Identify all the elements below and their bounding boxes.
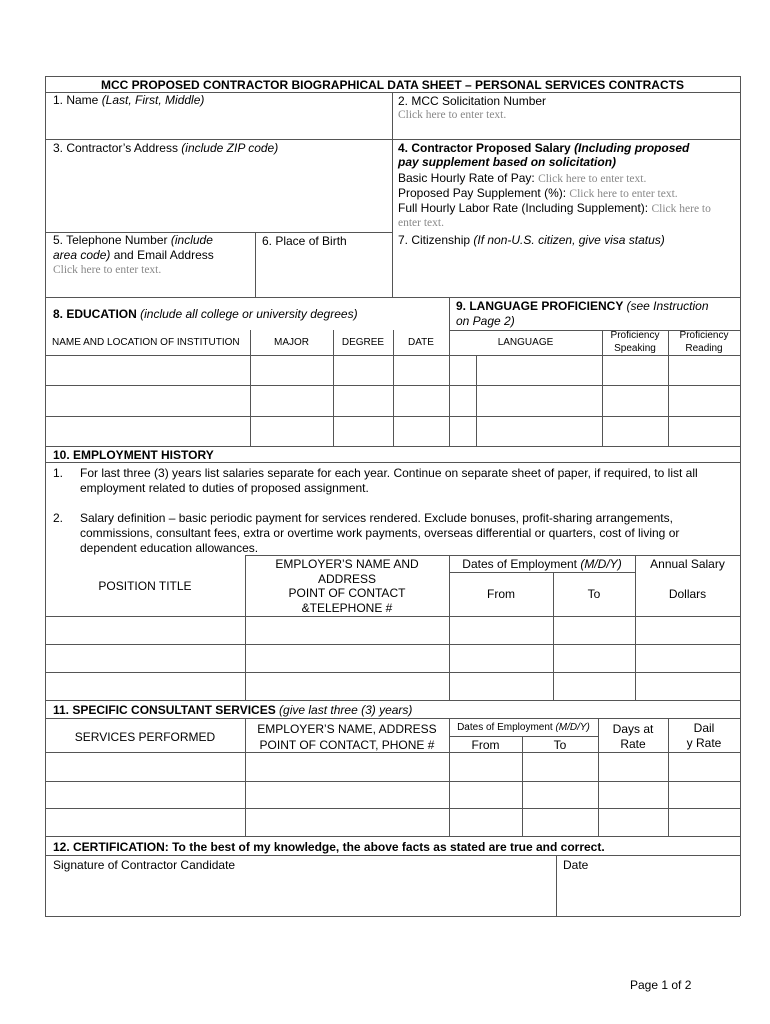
education-label: 8. EDUCATION (include all college or university degrees) bbox=[53, 307, 358, 321]
col-employer: EMPLOYER’S NAME AND ADDRESS POINT OF CONTACT &TELEPHONE # bbox=[275, 557, 419, 615]
basic-hourly-rate: Basic Hourly Rate of Pay: Click here to enter text. bbox=[398, 171, 647, 185]
place-of-birth-label: 6. Place of Birth bbox=[262, 234, 347, 248]
solicitation-number-label: 2. MCC Solicitation Number bbox=[398, 94, 547, 108]
full-hourly-rate-input-cont[interactable]: enter text. bbox=[398, 217, 444, 229]
signature-field[interactable] bbox=[46, 874, 555, 915]
telephone-label-cont: area code) and Email Address bbox=[53, 248, 214, 262]
citizenship-label: 7. Citizenship (If non-U.S. citizen, give visa status) bbox=[398, 233, 665, 247]
col-daily-rate: Dail y Rate bbox=[686, 721, 722, 750]
note-2-line-b: commissions, consultant fees, extra or overtime work payments, overseas differential or quarters, cost of living or bbox=[80, 526, 680, 540]
pay-supplement-input[interactable]: Click here to enter text. bbox=[569, 188, 678, 200]
consultant-services-label: 11. SPECIFIC CONSULTANT SERVICES (give last three (3) years) bbox=[53, 703, 413, 717]
note-2-line-a: Salary definition – basic periodic payment for services rendered. Exclude bonuses, profit-sharing arrangements, bbox=[80, 511, 673, 525]
col-employer-contact: EMPLOYER’S NAME, ADDRESS POINT OF CONTACT, PHONE # bbox=[257, 722, 437, 752]
telephone-label: 5. Telephone Number (include bbox=[53, 233, 213, 247]
basic-hourly-rate-input[interactable]: Click here to enter text. bbox=[538, 173, 647, 185]
col-degree: DEGREE bbox=[341, 337, 385, 348]
note-1-number: 1. bbox=[53, 466, 64, 480]
col-to: To bbox=[587, 587, 601, 601]
language-proficiency-label: 9. LANGUAGE PROFICIENCY (see Instruction bbox=[456, 299, 709, 313]
language-proficiency-hint: on Page 2) bbox=[456, 314, 515, 328]
col-institution: NAME AND LOCATION OF INSTITUTION bbox=[52, 337, 240, 348]
col-dollars: Dollars bbox=[668, 587, 707, 601]
col-dates-consultant: Dates of Employment (M/D/Y) bbox=[457, 722, 590, 733]
col-from: From bbox=[487, 587, 515, 601]
full-hourly-rate-input[interactable]: Click here to bbox=[651, 203, 711, 215]
col-dates-employment: Dates of Employment (M/D/Y) bbox=[462, 557, 622, 571]
form-bottom-border bbox=[45, 916, 740, 917]
col-annual-salary: Annual Salary bbox=[650, 557, 725, 571]
full-hourly-rate: Full Hourly Labor Rate (Including Supplement): Click here to bbox=[398, 201, 711, 215]
pay-supplement: Proposed Pay Supplement (%): Click here to enter text. bbox=[398, 186, 678, 200]
employment-history-label: 10. EMPLOYMENT HISTORY bbox=[53, 448, 214, 462]
certification-label: 12. CERTIFICATION: To the best of my knowledge, the above facts as stated are true and correct. bbox=[53, 840, 605, 854]
col-position-title: POSITION TITLE bbox=[98, 579, 192, 593]
note-1-line-a: For last three (3) years list salaries separate for each year. Continue on separate sheet of paper, if required, to list all bbox=[80, 466, 698, 480]
col-language: LANGUAGE bbox=[497, 337, 554, 348]
signature-label: Signature of Contractor Candidate bbox=[53, 858, 236, 872]
salary-label: 4. Contractor Proposed Salary (Including proposed bbox=[398, 141, 690, 155]
form-left-border bbox=[45, 76, 46, 916]
telephone-email-input[interactable]: Click here to enter text. bbox=[53, 264, 162, 276]
salary-hint: pay supplement based on solicitation) bbox=[398, 155, 617, 169]
col-date: DATE bbox=[408, 337, 434, 348]
form-top-border bbox=[45, 76, 740, 77]
note-1-line-b: employment related to duties of proposed assignment. bbox=[80, 481, 369, 495]
address-label: 3. Contractor’s Address (include ZIP code) bbox=[53, 141, 279, 155]
col-from-consultant: From bbox=[471, 738, 500, 752]
form-title: MCC PROPOSED CONTRACTOR BIOGRAPHICAL DATA SHEET – PERSONAL SERVICES CONTRACTS bbox=[101, 78, 684, 92]
col-services-performed: SERVICES PERFORMED bbox=[74, 730, 216, 744]
solicitation-number-input[interactable]: Click here to enter text. bbox=[398, 109, 507, 121]
form-right-border bbox=[740, 76, 741, 916]
col-to-consultant: To bbox=[553, 738, 567, 752]
col-days-at-rate: Days at Rate bbox=[612, 722, 654, 751]
date-field[interactable] bbox=[557, 874, 739, 915]
col-speaking: Proficiency Speaking bbox=[610, 330, 660, 354]
note-2-line-c: dependent education allowances. bbox=[80, 541, 259, 555]
col-major: MAJOR bbox=[274, 337, 309, 348]
col-reading: Proficiency Reading bbox=[679, 330, 729, 354]
page-number: Page 1 of 2 bbox=[630, 978, 692, 992]
name-label: 1. Name (Last, First, Middle) bbox=[53, 93, 205, 107]
note-2-number: 2. bbox=[53, 511, 64, 525]
date-label: Date bbox=[563, 858, 589, 872]
